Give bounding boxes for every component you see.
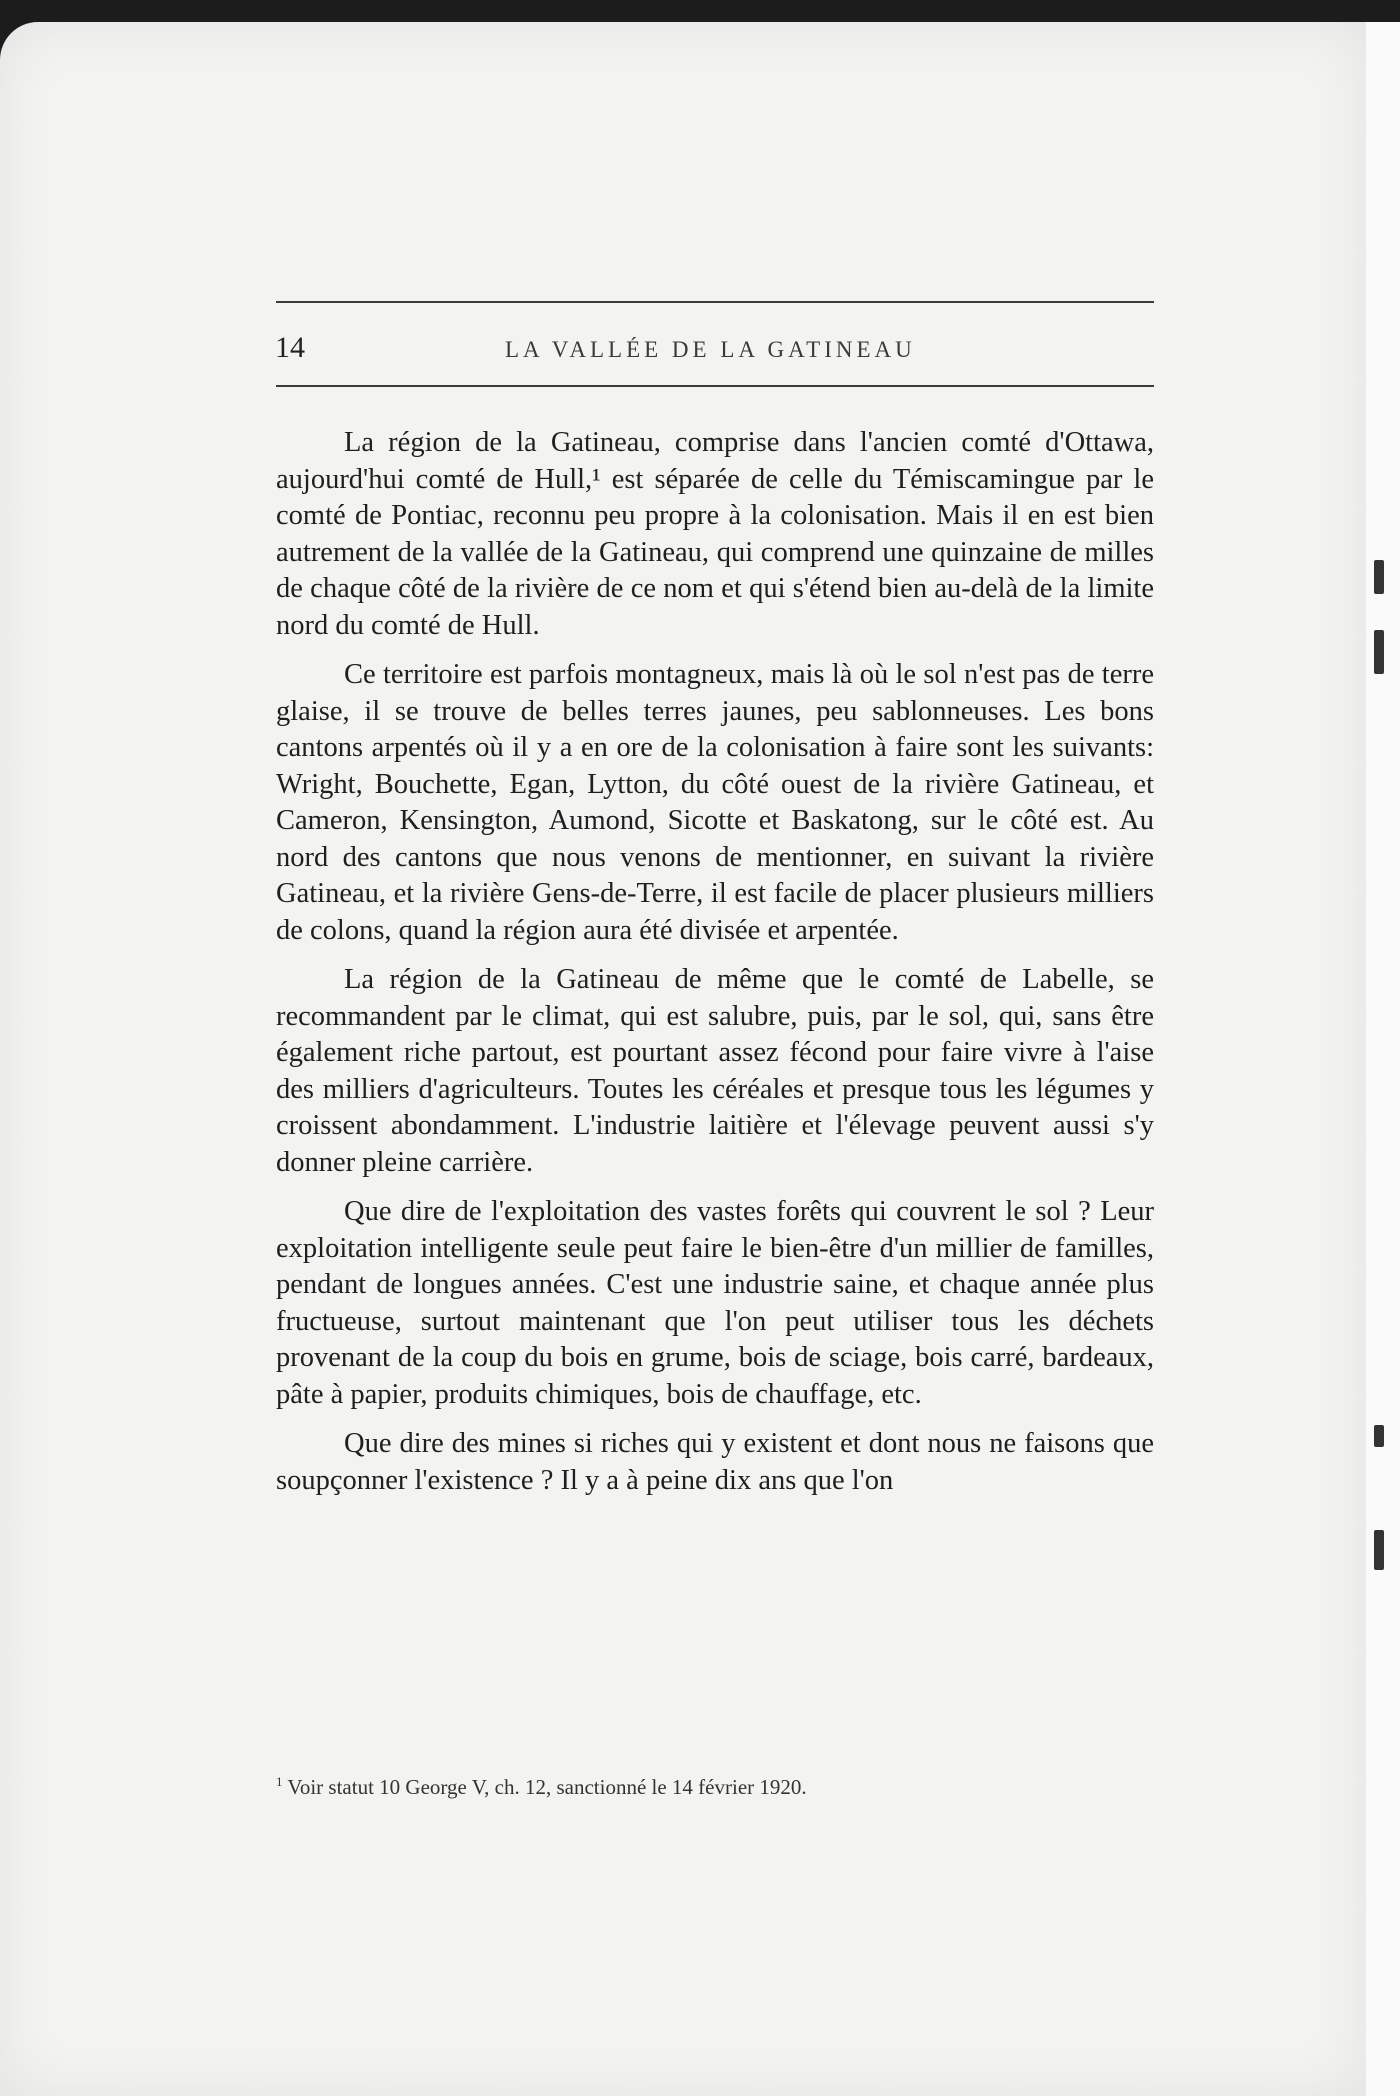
paragraph: La région de la Gatineau, comprise dans l'ancien comté d'Ottawa, aujourd'hui comté de Hull,¹ est séparée de celle du Témiscamingue par le comté de Pontiac, reconnu peu propre à la colonisation. Mais il en est bien autrement de la vallée de la Gatineau, qui comprend une quinzaine de milles de chaque côté de la rivière de ce nom et qui s'étend bien au-delà de la limite nord du comté de Hull. [276, 427, 1154, 641]
margin-mark [1374, 1530, 1384, 1570]
paragraph: Que dire de l'exploitation des vastes forêts qui couvrent le sol ? Leur exploitation intelligente seule peut faire le bien-être d'un millier de familles, pendant de longues années. C'est une industrie saine, et chaque année plus fructueuse, surtout maintenant que l'on peut utiliser tous les déchets provenant de la coup du bois en grume, bois de sciage, bois carré, bardeaux, pâte à papier, produits chimiques, bois de chauffage, etc. [276, 1196, 1154, 1410]
footnote-text: Voir statut 10 George V, ch. 12, sanctionné le 14 février 1920. [282, 1775, 807, 1799]
paragraph: La région de la Gatineau de même que le comté de Labelle, se recommandent par le climat, qui est salubre, puis, par le sol, qui, sans être également riche partout, est pourtant assez fécond pour faire vivre à l'aise des milliers d'agriculteurs. Toutes les céréales et presque tous les légumes y croissent abondamment. L'industrie laitière et l'élevage peuvent aussi s'y donner pleine carrière. [276, 964, 1154, 1178]
header-rule-bottom [276, 385, 1154, 387]
running-title: LA VALLÉE DE LA GATINEAU [505, 337, 916, 362]
page-edge [1366, 22, 1400, 2096]
margin-mark [1374, 630, 1384, 674]
paragraph: Ce territoire est parfois montagneux, mais là où le sol n'est pas de terre glaise, il se trouve de belles terres jaunes, peu sablonneuses. Les bons cantons arpentés où il y a en ore de la colonisation à faire sont les suivants: Wright, Bouchette, Egan, Lytton, du côté ouest de la rivière Gatineau, et Cameron, Kensington, Aumond, Sicotte et Baskatong, sur le côté est. Au nord des cantons que nous venons de mentionner, en suivant la rivière Gatineau, et la rivière Gens-de-Terre, il est facile de placer plusieurs milliers de colons, quand la région aura été divisée et arpentée. [276, 659, 1154, 946]
footnote [276, 1774, 807, 1800]
margin-mark [1374, 1425, 1384, 1447]
body-text [276, 425, 1154, 1512]
paragraph: Que dire des mines si riches qui y existent et dont nous ne faisons que soupçonner l'existence ? Il y a à peine dix ans que l'on [276, 1428, 1154, 1496]
header-rule-top [276, 301, 1154, 303]
page-number: 14 [275, 331, 305, 364]
margin-mark [1374, 560, 1384, 594]
footnote-marker: 1 [276, 1774, 283, 1789]
